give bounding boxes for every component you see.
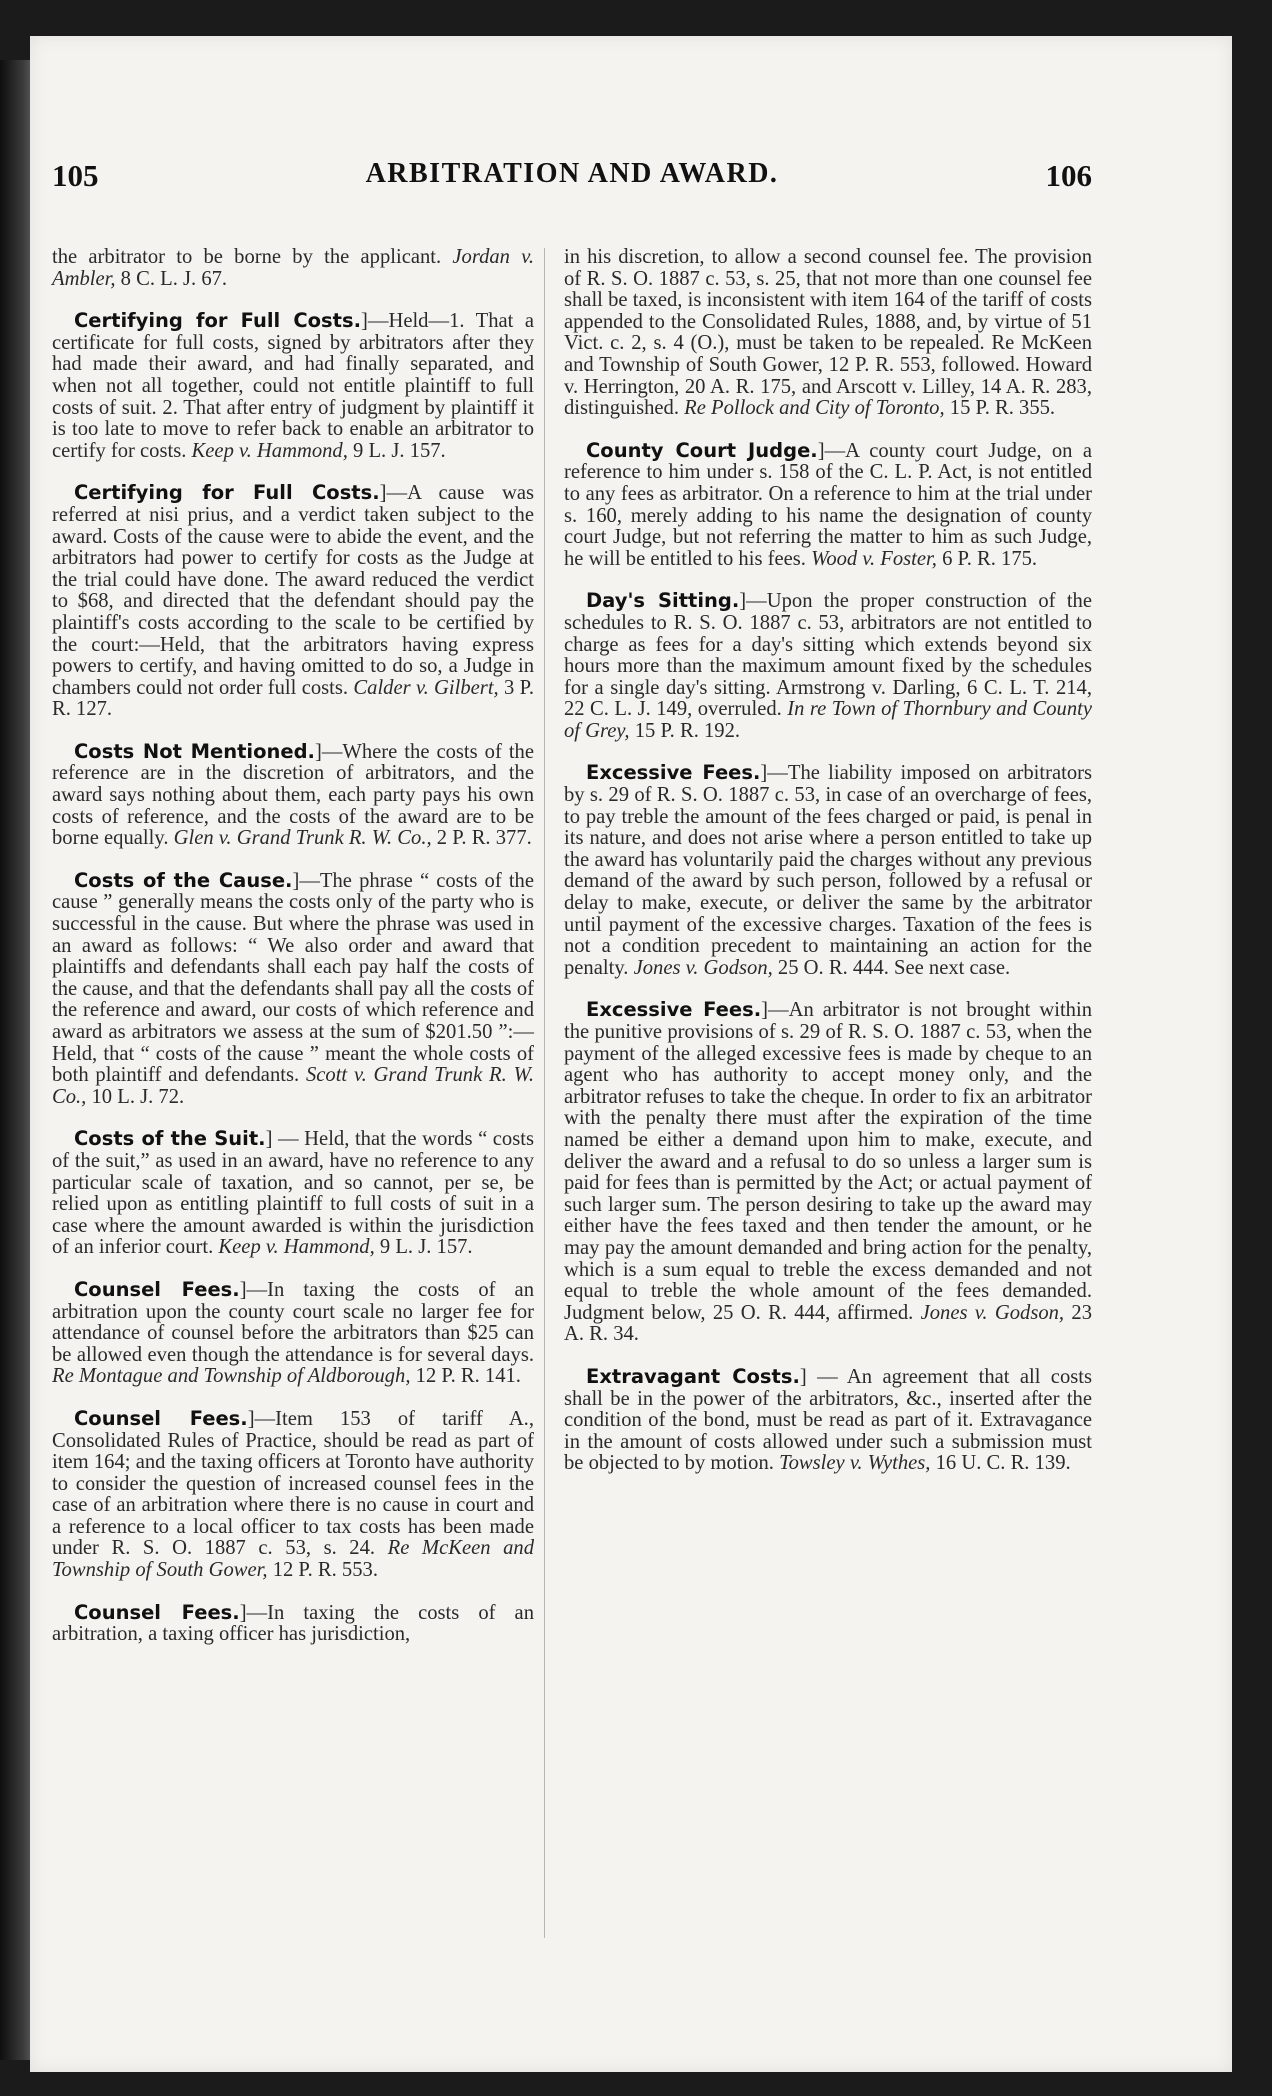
page-number-right: 106 — [1045, 158, 1092, 193]
case-citation: Jordan v. Ambler, — [52, 246, 534, 290]
entry-paragraph — [52, 310, 534, 462]
case-citation: Scott v. Grand Trunk R. W. Co., — [52, 1064, 534, 1108]
entry-body: ]—A cause was referred at nisi prius, and a verdict taken subject to the award. Costs of the cause were to abide the event, and the arbitrators had power to certify for costs as the Judge at the trial could have done. The award reduced the verdict to $68, and directed that the defendant should pay the plaintiff's costs according to the scale to be certified by the court:—Held, that the arbitrators having express powers to certify, and having omitted to do so, a Judge in chambers could not order full costs. — [52, 482, 534, 699]
case-reference: 6 P. R. 175. — [942, 547, 1038, 570]
entry-paragraph — [52, 870, 534, 1109]
entry-paragraph — [52, 1408, 534, 1582]
entry-paragraph — [564, 440, 1092, 571]
entry-body: ]—In taxing the costs of an arbitration, a taxing officer has jurisdiction, — [52, 1601, 534, 1646]
entry-heading: Counsel Fees. — [74, 1277, 240, 1301]
case-citation: Re Montague and Township of Aldborough, — [52, 1365, 411, 1388]
entry-body: ]—The phrase “ costs of the cause ” generally means the costs only of the party who is successful in the cause. But where the phrase was used in an award as follows: “ We also order and award that plaintiffs and defendants shall each pay half the costs of the cause, and that the defendants shall pay all the costs of the reference and award, our costs of which reference and award as arbitrators we assess at the sum of $201.50 ”:—Held, that “ costs of the cause ” meant the whole costs of both plaintiff and defendants. — [52, 869, 534, 1087]
entry-heading: Day's Sitting. — [586, 589, 740, 613]
case-reference: 12 P. R. 553. — [272, 1559, 378, 1582]
case-reference: 9 L. J. 157. — [379, 1236, 473, 1259]
entry-heading: Certifying for Full Costs. — [74, 309, 361, 333]
entry-heading: County Court Judge. — [586, 438, 818, 462]
entry-heading: Costs of the Suit. — [74, 1127, 266, 1151]
case-citation: Keep v. Hammond, — [218, 1236, 375, 1259]
case-reference: 25 O. R. 444. See next case. — [777, 956, 1011, 979]
case-citation: Jones v. Godson, — [633, 956, 773, 979]
entry-paragraph — [52, 246, 534, 290]
entry-paragraph — [52, 482, 534, 721]
case-citation: In re Town of Thornbury and County of Grey, — [564, 698, 1092, 742]
case-reference: 8 C. L. J. 67. — [120, 267, 228, 290]
entry-body: ]—The liability imposed on arbitrators by s. 29 of R. S. O. 1887 c. 53, in case of an overcharge of fees, to pay treble the amount of the fees charged or paid, is penal in its nature, and does not arise where a person entitled to take up the award has voluntarily paid the charges without any previous demand of the award by such person, followed by a refusal or delay to make, execute, or deliver the same by the arbitrator until payment of the excessive charges. Taxation of the fees is not a condition precedent to maintaining an action for the penalty. — [564, 762, 1092, 979]
entry-paragraph — [564, 590, 1092, 742]
case-citation: Towsley v. Wythes, — [779, 1452, 931, 1475]
entry-body: in his discretion, to allow a second counsel fee. The provision of R. S. O. 1887 c. 53, s. 25, that not more than one counsel fee shall be taxed, is inconsistent with item 164 of the tariff of costs appended to the Consolidated Rules, 1888, and, by virtue of 51 Vict. c. 2, s. 4 (O.), must be taken to be repealed. Re McKeen and Township of South Gower, 12 P. R. 553, followed. Howard v. Herrington, 20 A. R. 175, and Arscott v. Lilley, 14 A. R. 283, distinguished. — [564, 246, 1092, 420]
entry-body: ] — An agreement that all costs shall be in the power of the arbitrators, &c., inserted after the condition of the bond, must be read as part of it. Extravagance in the amount of costs allowed under such a submission must be objected to by motion. — [564, 1365, 1092, 1475]
case-reference: 9 L. J. 157. — [353, 439, 446, 462]
page-number-left: 105 — [52, 158, 99, 193]
entry-paragraph — [52, 1128, 534, 1259]
entry-body: ]—Where the costs of the reference are in the discretion of arbitrators, and the award says nothing about them, each party pays his own costs of reference, and the costs of the award are to be borne equally. — [52, 740, 534, 850]
entry-paragraph — [52, 741, 534, 850]
entry-body: ]—A county court Judge, on a reference to him under s. 158 of the C. L. P. Act, is not entitled to any fees as arbitrator. On a reference to him at the trial under s. 160, merely adding to his name the designation of county court Judge, but not referring the matter to him as such Judge, he will be entitled to his fees. — [564, 439, 1092, 570]
case-citation: Wood v. Foster, — [811, 547, 937, 570]
entry-heading: Excessive Fees. — [586, 761, 761, 785]
entry-paragraph — [564, 762, 1092, 979]
entry-paragraph — [52, 1279, 534, 1388]
case-citation: Re Pollock and City of Toronto, — [684, 397, 945, 420]
case-citation: Glen v. Grand Trunk R. W. Co., — [173, 827, 432, 850]
case-reference: 23 A. R. 34. — [564, 1301, 1092, 1346]
entry-heading: Counsel Fees. — [74, 1600, 240, 1624]
entry-heading: Costs Not Mentioned. — [74, 739, 315, 763]
left-column — [52, 246, 534, 1666]
entry-body: ]—Item 153 of tariff A., Consolidated Rules of Practice, should be read as part of item 164; and the taxing officers at Toronto have authority to consider the question of increased counsel fees in the case of an arbitration where there is no cause in court and a reference to a local officer to tax costs has been made under R. S. O. 1887 c. 53, s. 24. — [52, 1407, 534, 1560]
entry-heading: Counsel Fees. — [74, 1406, 248, 1430]
column-divider — [544, 248, 545, 1938]
running-title: ARBITRATION AND AWARD. — [365, 158, 779, 189]
case-reference: 15 P. R. 355. — [949, 397, 1056, 420]
entry-body: the arbitrator to be borne by the applicant. — [52, 246, 442, 268]
case-reference: 3 P. R. 127. — [52, 676, 534, 721]
entry-paragraph — [564, 999, 1092, 1346]
case-reference: 15 P. R. 192. — [634, 719, 741, 742]
entry-body: ]—An arbitrator is not brought within the punitive provisions of s. 29 of R. S. O. 1887 c. 53, when the payment of the alleged excessive fees is made by cheque to an agent who has authority to accept money only, and the arbitrator refuses to take the cheque. In order to fix an arbitrator with the penalty there must after the expiration of the time named be either a demand upon him to make, execute, and deliver the award and a refusal to do so unless a larger sum is paid for fees than is permitted by the Act; or actual payment of such larger sum. The person desiring to take up the award may either have the fees taxed and then tender the amount, or he may pay the amount demanded and bring action for the penalty, which is a sum equal to treble the excess demanded and not equal to treble the whole amount of the fees demanded. Judgment below, 25 O. R. 444, affirmed. — [564, 999, 1092, 1324]
case-citation: Re McKeen and Township of South Gower, — [52, 1537, 534, 1582]
entry-paragraph — [52, 1602, 534, 1646]
entry-heading: Costs of the Cause. — [74, 868, 293, 892]
entry-body: ]—Upon the proper construction of the schedules to R. S. O. 1887 c. 53, arbitrators are not entitled to charge as fees for a day's sitting which extends beyond six hours more than the maximum amount fixed by the schedules for a single day's sitting. Armstrong v. Darling, 6 C. L. T. 214, 22 C. L. J. 149, overruled. — [564, 590, 1092, 721]
right-column — [564, 246, 1092, 1495]
case-reference: 12 P. R. 141. — [415, 1365, 521, 1388]
entry-heading: Extravagant Costs. — [586, 1364, 800, 1388]
case-reference: 16 U. C. R. 139. — [935, 1452, 1071, 1475]
case-citation: Jones v. Godson, — [920, 1301, 1065, 1324]
case-citation: Calder v. Gilbert, — [353, 676, 499, 699]
entry-heading: Excessive Fees. — [586, 998, 762, 1022]
case-reference: 2 P. R. 377. — [436, 827, 532, 850]
entry-heading: Certifying for Full Costs. — [74, 481, 380, 505]
page-header — [52, 158, 1092, 198]
entry-body: ]—Held—1. That a certificate for full costs, signed by arbitrators after they had made their award, and had finally separated, and when not all together, could not entitle plaintiff to full costs of suit. 2. That after entry of judgment by plaintiff it is too late to move to refer back to enable an arbitrator to certify for costs. — [52, 310, 534, 462]
entry-paragraph — [564, 1366, 1092, 1475]
entry-body: ]—In taxing the costs of an arbitration upon the county court scale no larger fee for attendance of counsel before the arbitrators than $25 can be allowed even though the attendance is for several days. — [52, 1278, 534, 1366]
entry-body: ] — Held, that the words “ costs of the suit,” as used in an award, have no reference to any particular scale of taxation, and so cannot, per se, be relied upon as entitling plaintiff to full costs of suit in a case where the amount awarded is within the jurisdiction of an inferior court. — [52, 1128, 534, 1259]
entry-paragraph — [564, 246, 1092, 420]
case-reference: 10 L. J. 72. — [91, 1085, 185, 1108]
case-citation: Keep v. Hammond, — [191, 439, 348, 462]
